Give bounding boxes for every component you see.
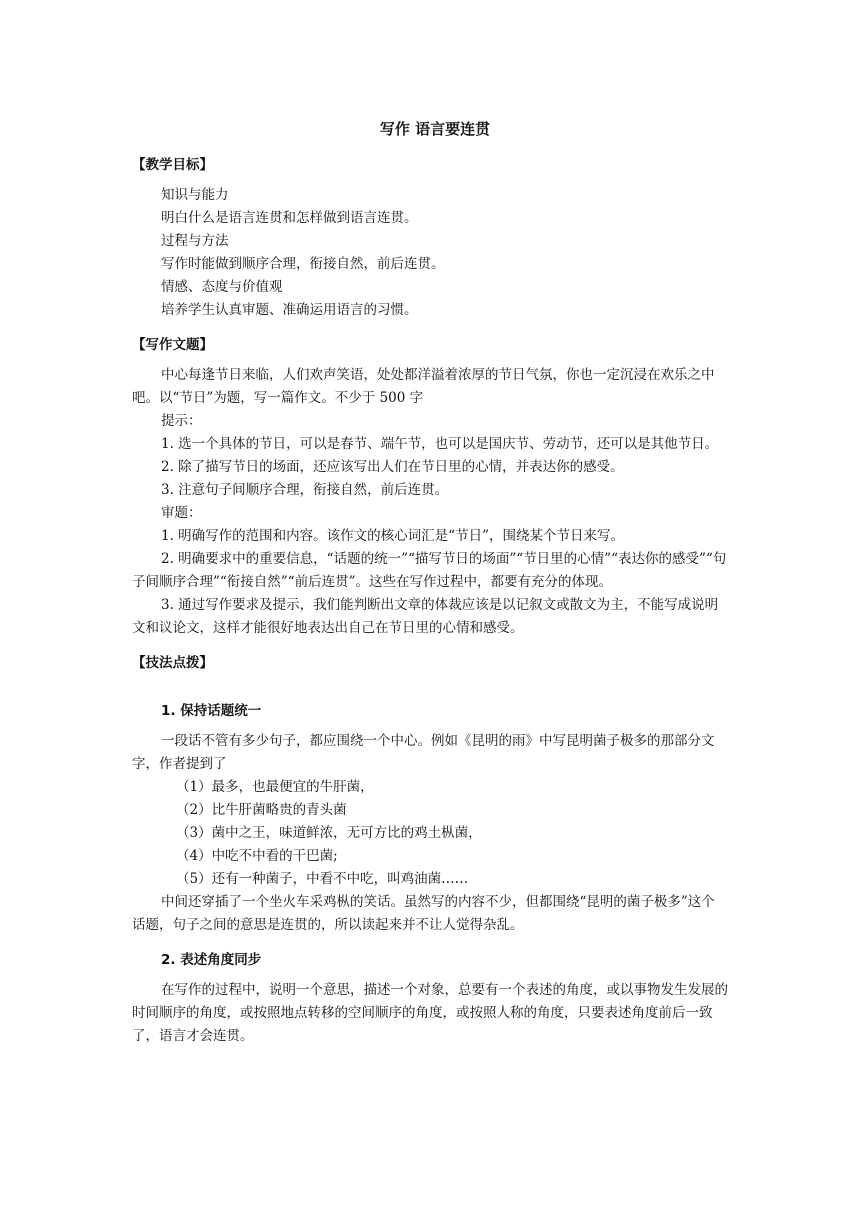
mushroom-list-item: （4）中吃不中看的干巴菌; xyxy=(176,848,338,864)
perspective-body: 在写作的过程中，说明一个意思，描述一个对象，总要有一个表述的角度，或以事物发生发展的时间顺序的角度，或按照地点转移的空间顺序的角度，或按照人称的角度，只要表述角度前后一致了，语言才会连贯。 xyxy=(132,982,728,1044)
topic-intro: 中心每逢节日来临，人们欢声笑语，处处都洋溢着浓厚的节日气氛，你也一定沉浸在欢乐之中吧。以“节日”为题，写一篇作文。不少于 500 字 xyxy=(132,367,715,406)
document-title: 写作 语言要连贯 xyxy=(379,120,491,138)
section-heading-skills: 【技法点拨】 xyxy=(132,655,213,671)
hint-label: 提示： xyxy=(161,413,202,429)
review-label: 审题： xyxy=(161,505,202,521)
goals-block xyxy=(132,184,728,322)
review-item: 1. 明确写作的范围和内容。该作文的核心词汇是“节日”，围绕某个节日来写。 xyxy=(161,528,624,544)
goal-line: 写作时能做到顺序合理，衔接自然，前后连贯。 xyxy=(161,256,445,272)
mushroom-list-item: （3）菌中之王，味道鲜浓，无可方比的鸡土枞菌， xyxy=(176,825,482,841)
hint-item: 3. 注意句子间顺序合理，衔接自然，前后连贯。 xyxy=(161,482,449,498)
subsection-heading-topic-unity: 1. 保持话题统一 xyxy=(161,703,262,719)
goal-line: 情感、态度与价值观 xyxy=(161,279,283,295)
topic-unity-block xyxy=(132,730,728,937)
perspective-block xyxy=(132,979,728,1048)
topic-unity-intro: 一段话不管有多少句子，都应围绕一个中心。例如《昆明的雨》中写昆明菌子极多的那部分文字，作者提到了 xyxy=(132,733,715,772)
hint-item: 1. 选一个具体的节日，可以是春节、端午节，也可以是国庆节、劳动节，还可以是其他节日。 xyxy=(161,436,719,452)
review-item: 3. 通过写作要求及提示，我们能判断出文章的体裁应该是以记叙文或散文为主，不能写成说明文和议论文，这样才能很好地表达出自己在节日里的心情和感受。 xyxy=(132,597,719,636)
topic-block xyxy=(132,364,728,640)
section-heading-topic: 【写作文题】 xyxy=(132,337,213,353)
mushroom-list-item: （2）比牛肝菌略贵的青头菌 xyxy=(176,802,347,818)
section-heading-goals: 【教学目标】 xyxy=(132,157,213,173)
review-item: 2. 明确要求中的重要信息，“话题的统一”“描写节日的场面”“节日里的心情”“表达你的感受”“句子间顺序合理”“衔接自然”“前后连贯”。这些在写作过程中，都要有充分的体现。 xyxy=(132,551,727,590)
goal-line: 知识与能力 xyxy=(161,187,229,203)
goal-line: 明白什么是语言连贯和怎样做到语言连贯。 xyxy=(161,210,418,226)
goal-line: 培养学生认真审题、准确运用语言的习惯。 xyxy=(161,302,418,318)
mushroom-list-item: （5）还有一种菌子，中看不中吃，叫鸡油菌…… xyxy=(176,871,469,887)
topic-unity-outro: 中间还穿插了一个坐火车采鸡枞的笑话。虽然写的内容不少，但都围绕“昆明的菌子极多”这个话题，句子之间的意思是连贯的，所以读起来并不让人觉得杂乱。 xyxy=(132,894,715,933)
subsection-heading-perspective: 2. 表述角度同步 xyxy=(161,952,262,968)
mushroom-list-item: （1）最多，也最便宜的牛肝菌， xyxy=(176,779,374,795)
goal-line: 过程与方法 xyxy=(161,233,229,249)
hint-item: 2. 除了描写节日的场面，还应该写出人们在节日里的心情，并表达你的感受。 xyxy=(161,459,624,475)
